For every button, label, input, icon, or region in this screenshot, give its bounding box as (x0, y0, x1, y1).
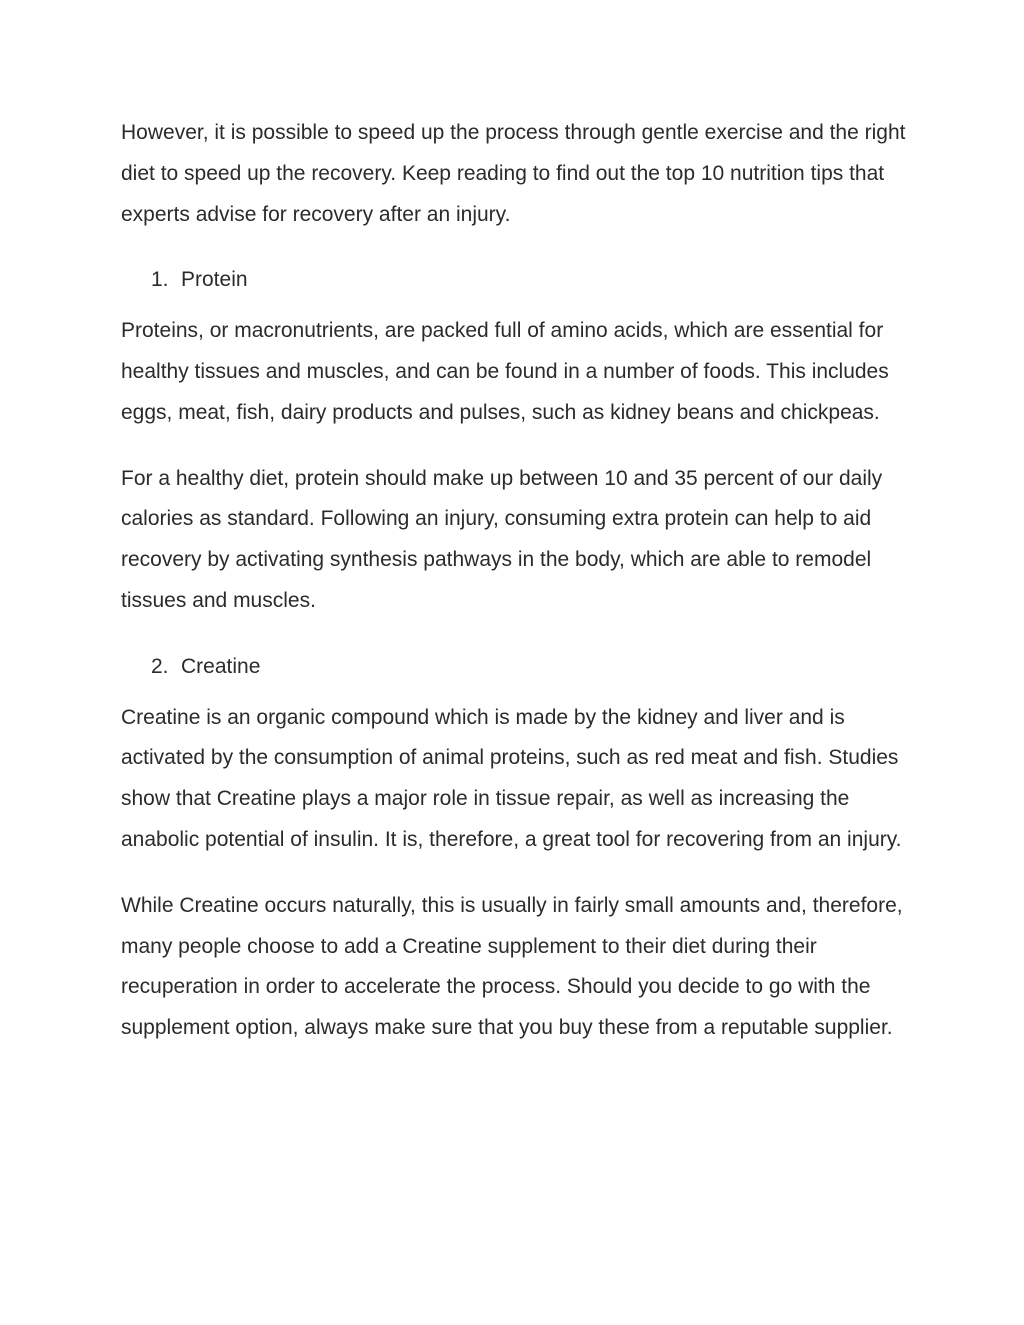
creatine-paragraph-2: While Creatine occurs naturally, this is usually in fairly small amounts and, therefore, many people choose to add a Creatine supplement to their diet during their recuperation in order to accelerate the process. Should you decide to go with the supplement option, always make sure that you buy these from a reputable supplier. (121, 893, 903, 1040)
protein-paragraph-2: For a healthy diet, protein should make up between 10 and 35 percent of our daily calories as standard. Following an injury, consuming extra protein can help to aid recovery by activating synthesis pathways in the body, which are able to remodel tissues and muscles. (121, 466, 883, 612)
list-number: 2. (151, 654, 169, 678)
list-heading-creatine (121, 647, 907, 688)
list-number: 1. (151, 268, 169, 292)
intro-paragraph: However, it is possible to speed up the process through gentle exercise and the right diet to speed up the recovery. Keep reading to find out the top 10 nutrition tips that experts advise for recovery after an injury. (121, 121, 906, 226)
list-heading-label: Creatine (181, 654, 261, 678)
protein-paragraph-1: Proteins, or macronutrients, are packed full of amino acids, which are essential for healthy tissues and muscles, and can be found in a number of foods. This includes eggs, meat, fish, dairy products and pulses, such as kidney beans and chickpeas. (121, 319, 889, 424)
list-heading-protein (121, 260, 907, 301)
document-body (121, 113, 907, 1074)
list-heading-label: Protein (181, 268, 248, 292)
creatine-paragraph-1: Creatine is an organic compound which is made by the kidney and liver and is activated by the consumption of animal proteins, such as red meat and fish. Studies show that Creatine plays a major role in tissue repair, as well as increasing the anabolic potential of insulin. It is, therefore, a great tool for recovering from an injury. (121, 705, 902, 851)
